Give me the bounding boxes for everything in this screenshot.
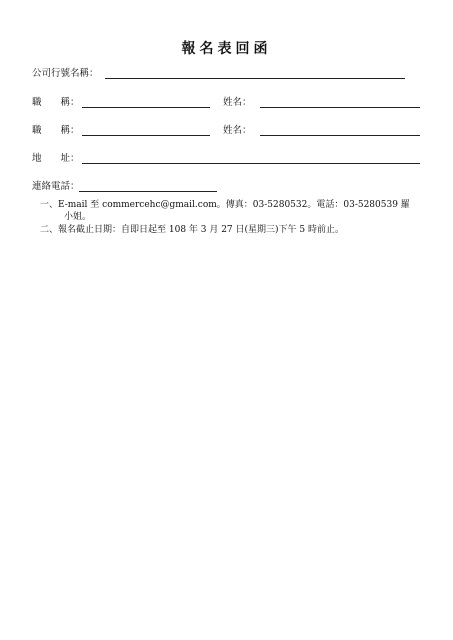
company-field[interactable] [105, 78, 405, 79]
phone-label: 連絡電話： [32, 181, 80, 192]
name-label: 姓名： [223, 125, 252, 136]
note-1-continued: 小姐。 [64, 212, 92, 222]
form-title: 報名表回函 [181, 41, 272, 57]
title-name-row-2 [32, 124, 422, 138]
note-1: 一、E-mail 至 commercehc@gmail.com。傳真：03-5280532。電話：03-5280539 羅 [40, 200, 410, 210]
title-name-row-1 [32, 96, 422, 110]
job-title-field[interactable] [82, 135, 210, 136]
name-field[interactable] [260, 135, 420, 136]
address-field[interactable] [82, 163, 420, 164]
phone-field[interactable] [79, 191, 217, 192]
name-label: 姓名： [223, 97, 252, 108]
note-2: 二、報名截止日期：自即日起至 108 年 3 月 27 日(星期三)下午 5 時前止。 [40, 225, 344, 235]
job-title-field[interactable] [82, 107, 210, 108]
name-field[interactable] [260, 107, 420, 108]
job-title-label: 職 稱： [32, 125, 80, 136]
company-row [32, 67, 422, 81]
job-title-label: 職 稱： [32, 97, 80, 108]
phone-row [32, 180, 422, 194]
address-row [32, 152, 422, 166]
company-label: 公司行號名稱： [32, 68, 99, 79]
address-label: 地 址： [32, 153, 80, 164]
